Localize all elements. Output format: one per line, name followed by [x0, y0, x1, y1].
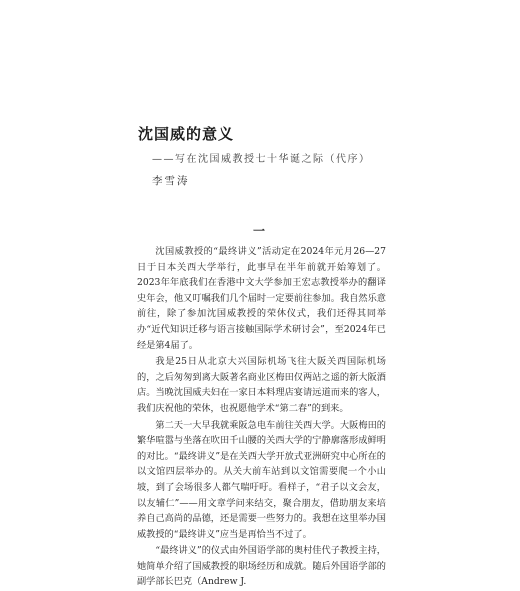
- paragraph: 第二天一大早我就乘阪急电车前往关西大学。大阪梅田的繁华喧嚣与坐落在吹田千山腰的关西大学的宁静廓落形成鲜明的对比。“最终讲义”是在关西大学开放式亚洲研究中心所在的以文馆四层举办的。从关大前车站到以文馆需要爬一个小山坡，到了会场很多人都气喘吁吁。看样子，“君子以文会友，以友辅仁”——用文章学问来结交，聚合朋友，借助朋友来培养自己高尚的品德，还是需要一些努力的。我想在这里举办国威教授的“最终讲义”应当是再恰当不过了。: [137, 419, 386, 540]
- article-title: 沈国威的意义: [138, 125, 235, 143]
- paragraph: “最终讲义”的仪式由外国语学部的奥村佳代子教授主持，她简单介绍了国威教授的职场经历和成就。随后外国语学部的副学部长巴克（Andrew J.: [137, 545, 386, 588]
- section-number: 一: [253, 224, 266, 238]
- paragraph: 我是25日从北京大兴国际机场飞往大阪关西国际机场的，之后匆匆到离大阪著名商业区梅田仅两站之遥的新大阪酒店。当晚沈国威夫妇在一家日本料理店宴请远道而来的客人，我们庆祝他的荣休，也祝愿他学术“第二春”的到来。: [137, 356, 386, 414]
- author-name: 李雪涛: [152, 175, 190, 187]
- body-text: [137, 244, 386, 591]
- article-subtitle: ——写在沈国威教授七十华诞之际（代序）: [152, 154, 371, 165]
- paragraph: 沈国威教授的“最终讲义”活动定在2024年元月26—27日于日本关西大学举行，此事早在半年前就开始筹划了。2023年年底我们在香港中文大学参加王宏志教授举办的翻译史年会，他又叮嘱我们几个届时一定要前往参加。我自然乐意前往，除了参加沈国威教授的荣休仪式，我们还得其同举办“近代知识迁移与语言接触国际学术研讨会”，至2024年已经是第4届了。: [137, 246, 386, 351]
